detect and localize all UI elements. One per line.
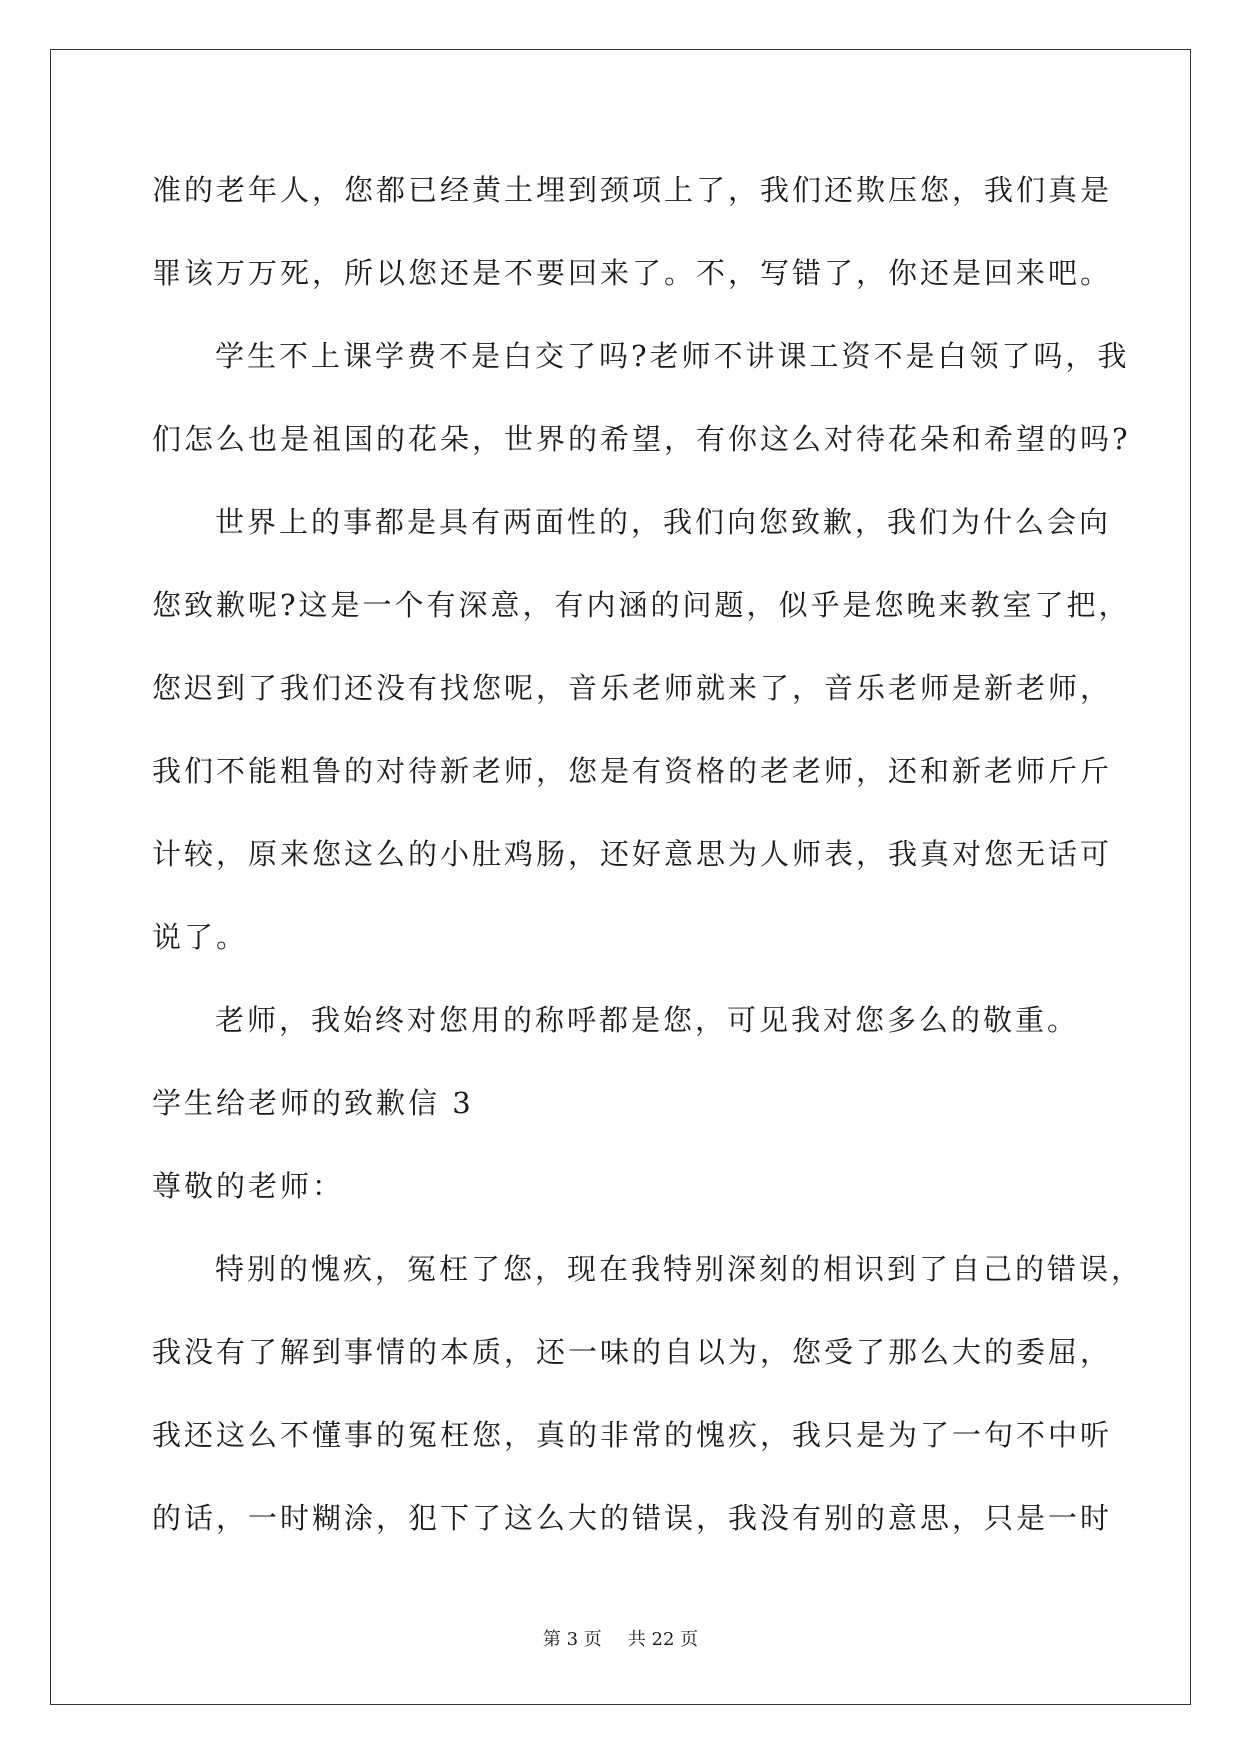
page-number: 第 3 页: [542, 1629, 602, 1650]
page-border: [50, 49, 1191, 1705]
text-line-11: 老师，我始终对您用的称呼都是您，可见我对您多么的敬重。: [215, 1003, 1080, 1037]
text-line-6: 您致歉呢?这是一个有深意，有内涵的问题，似乎是您晚来教室了把，: [152, 588, 1131, 622]
text-line-3: 学生不上课学费不是白交了吗?老师不讲课工资不是白领了吗，我: [215, 339, 1130, 373]
text-line-8: 我们不能粗鲁的对待新老师，您是有资格的老老师，还和新老师斤斤: [152, 754, 1113, 788]
text-line-2: 罪该万万死，所以您还是不要回来了。不，写错了，你还是回来吧。: [152, 256, 1113, 290]
text-line-1: 准的老年人，您都已经黄土埋到颈项上了，我们还欺压您，我们真是: [152, 173, 1113, 207]
section-heading: 学生给老师的致歉信 3: [152, 1086, 474, 1120]
text-line-14: 特别的愧疚，冤枉了您，现在我特别深刻的相识到了自己的错误，: [215, 1252, 1144, 1286]
text-line-17: 的话，一时糊涂，犯下了这么大的错误，我没有别的意思，只是一时: [152, 1501, 1113, 1535]
text-line-7: 您迟到了我们还没有找您呢，音乐老师就来了，音乐老师是新老师，: [152, 671, 1113, 705]
page-footer: [0, 1625, 1241, 1651]
text-line-4: 们怎么也是祖国的花朵，世界的希望，有你这么对待花朵和希望的吗?: [152, 422, 1131, 456]
text-line-10: 说了。: [152, 920, 249, 954]
page-total: 共 22 页: [627, 1629, 699, 1650]
text-line-15: 我没有了解到事情的本质，还一味的自以为，您受了那么大的委屈，: [152, 1335, 1113, 1369]
text-line-16: 我还这么不懂事的冤枉您，真的非常的愧疚，我只是为了一句不中听: [152, 1418, 1113, 1452]
text-line-5: 世界上的事都是具有两面性的，我们向您致歉，我们为什么会向: [215, 505, 1112, 539]
salutation: 尊敬的老师：: [152, 1169, 345, 1203]
text-line-9: 计较，原来您这么的小肚鸡肠，还好意思为人师表，我真对您无话可: [152, 837, 1113, 871]
